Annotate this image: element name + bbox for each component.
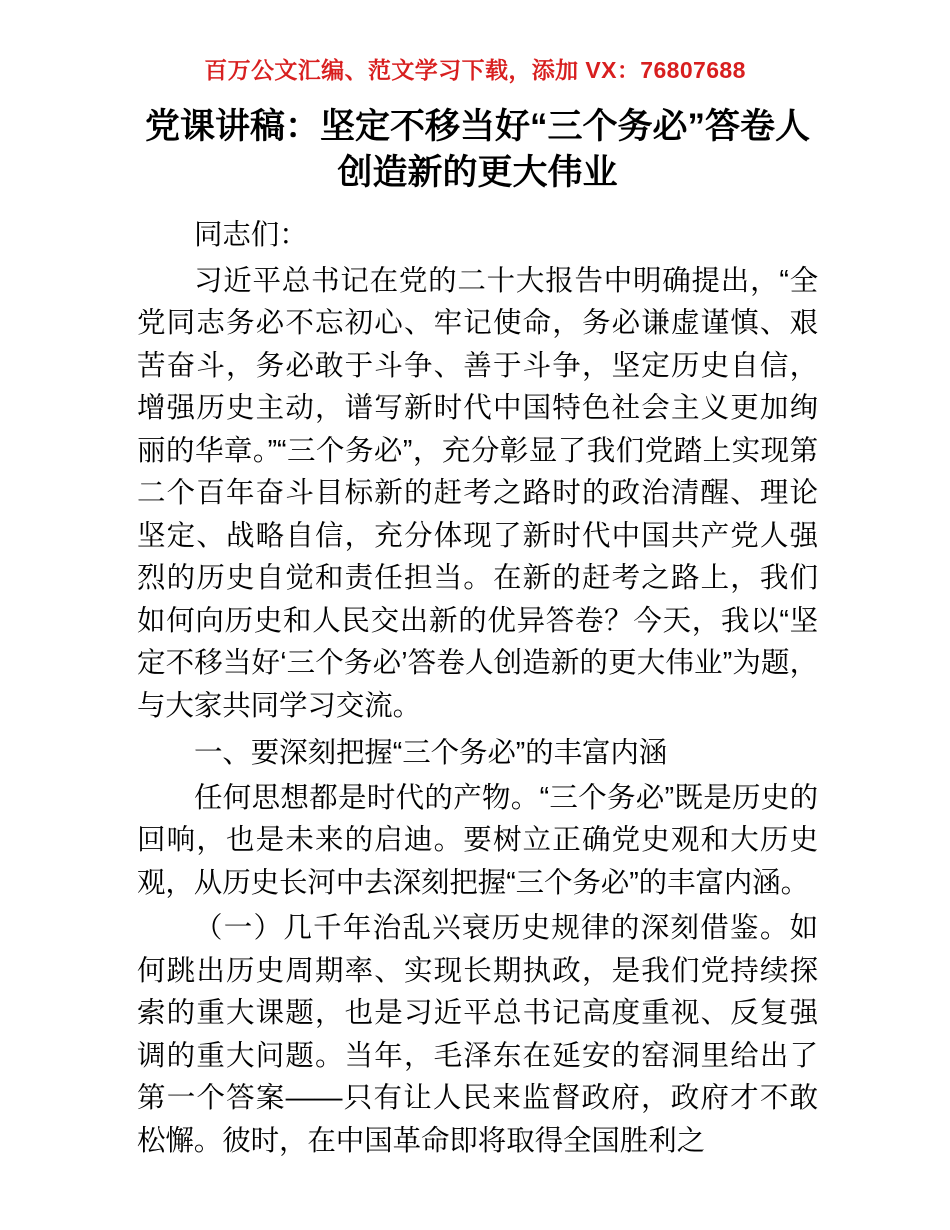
paragraph-subsection-1: （一）几千年治乱兴衰历史规律的深刻借鉴。如何跳出历史周期率、实现长期执政，是我们党持续探索的重大课题，也是习近平总书记高度重视、反复强调的重大问题。当年，毛泽东在延安的窑洞里给出了第一个答案——只有让人民来监督政府，政府才不敢松懈。彼时，在中国革命即将取得全国胜利之 (137, 912, 818, 1157)
promo-banner: 百万公文汇编、范文学习下载，添加 VX：76807688 (204, 57, 746, 83)
document-title: 党课讲稿：坚定不移当好“三个务必”答卷人创造新的更大伟业 (144, 107, 810, 192)
document-body (137, 104, 818, 1162)
paragraph-section1-body: 任何思想都是时代的产物。“三个务必”既是历史的回响，也是未来的启迪。要树立正确党史观和大历史观，从历史长河中去深刻把握“三个务必”的丰富内涵。 (137, 781, 818, 899)
section-heading-1: 一、要深刻把握“三个务必”的丰富内涵 (194, 737, 668, 769)
salutation: 同志们： (194, 219, 308, 251)
paragraph-intro: 习近平总书记在党的二十大报告中明确提出，“全党同志务必不忘初心、牢记使命，务必谦虚谨慎、艰苦奋斗，务必敢于斗争、善于斗争，坚定历史自信，增强历史主动，谱写新时代中国特色社会主义更加绚丽的华章。”“三个务必”，充分彰显了我们党踏上实现第二个百年奋斗目标新的赶考之路时的政治清醒、理论坚定、战略自信，充分体现了新时代中国共产党人强烈的历史自觉和责任担当。在新的赶考之路上，我们如何向历史和人民交出新的优异答卷？今天，我以“坚定不移当好‘三个务必’答卷人创造新的更大伟业”为题，与大家共同学习交流。 (137, 264, 818, 722)
paragraph-spacer (137, 727, 818, 730)
